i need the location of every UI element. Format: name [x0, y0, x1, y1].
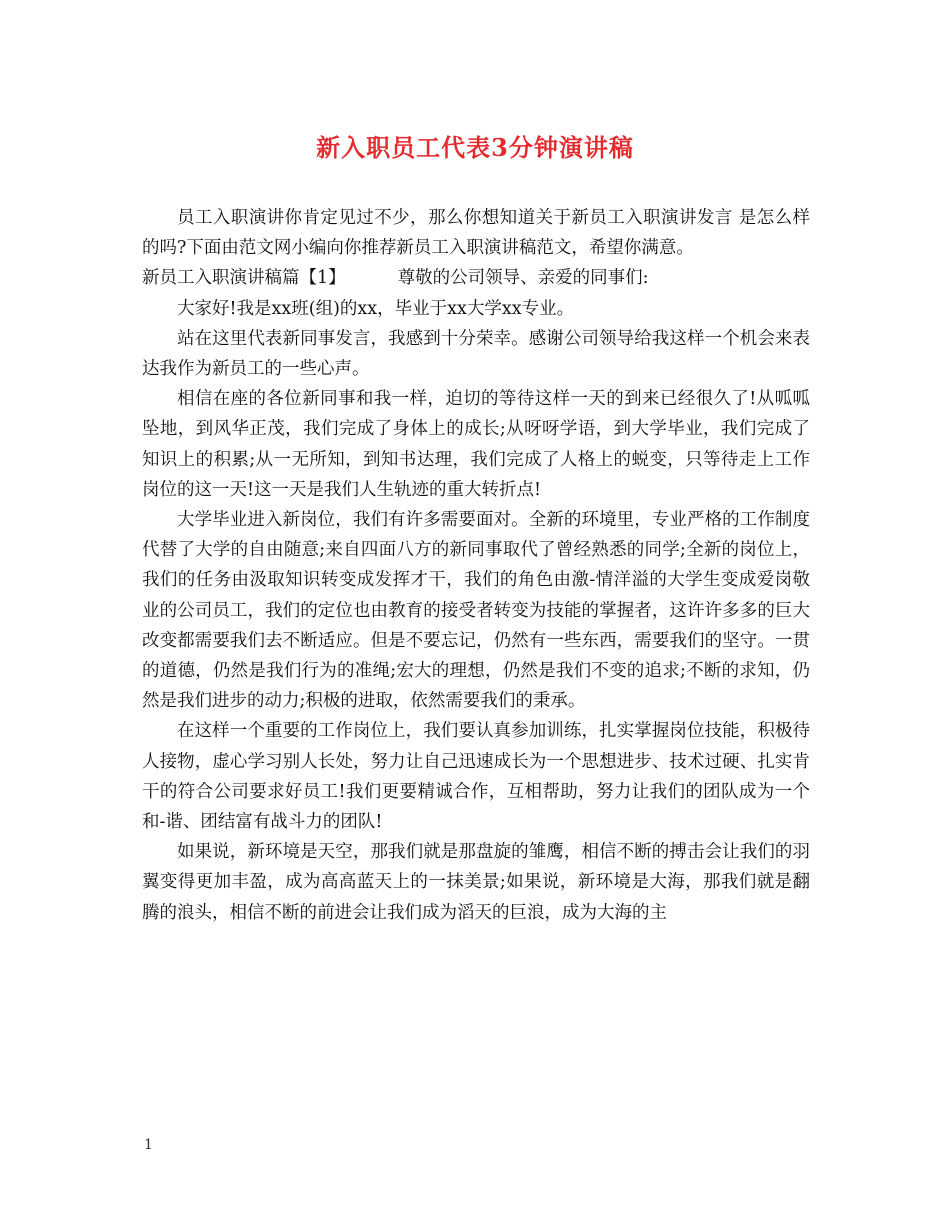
document-body	[142, 203, 810, 928]
document-title: 新入职员工代表3分钟演讲稿	[316, 133, 634, 162]
intro-paragraph: 员工入职演讲你肯定见过不少，那么你想知道关于新员工入职演讲发言 是怎么样的吗?下面由范文网小编向你推荐新员工入职演讲稿范文，希望你满意。	[142, 208, 810, 259]
section-heading: 新员工入职演讲稿篇【1】	[142, 268, 346, 289]
body-paragraph-5: 在这样一个重要的工作岗位上，我们要认真参加训练，扎实掌握岗位技能，积极待人接物，虚心学习别人长处，努力让自己迅速成长为一个思想进步、技术过硬、扎实肯干的符合公司要求好员工!我们更要精诚合作，互相帮助，努力让我们的团队成为一个和-谐、团结富有战斗力的团队!	[142, 721, 810, 833]
section-heading-line	[142, 263, 810, 293]
salutation: 尊敬的公司领导、亲爱的同事们:	[397, 268, 649, 289]
body-paragraph-2: 站在这里代表新同事发言，我感到十分荣幸。感谢公司领导给我这样一个机会来表达我作为新员工的一些心声。	[142, 328, 810, 380]
page-number: 1	[144, 1137, 153, 1153]
body-paragraph-3: 相信在座的各位新同事和我一样，迫切的等待这样一天的到来已经很久了!从呱呱坠地，到风华正茂，我们完成了身体上的成长;从呀呀学语，到大学毕业，我们完成了知识上的积累;从一无所知，到知书达理，我们完成了人格上的蜕变，只等待走上工作岗位的这一天!这一天是我们人生轨迹的重大转折点!	[142, 389, 810, 500]
body-paragraph-4: 大学毕业进入新岗位，我们有许多需要面对。全新的环境里，专业严格的工作制度代替了大学的自由随意;来自四面八方的新同事取代了曾经熟悉的同学;全新的岗位上，我们的任务由汲取知识转变成发挥才干，我们的角色由激-情洋溢的大学生变成爱岗敬业的公司员工，我们的定位也由教育的接受者转变为技能的掌握者，这许许多多的巨大改变都需要我们去不断适应。但是不要忘记，仍然有一些东西，需要我们的坚守。一贯的道德，仍然是我们行为的准绳;宏大的理想，仍然是我们不变的追求;不断的求知，仍然是我们进步的动力;积极的进取，依然需要我们的秉承。	[142, 510, 810, 712]
body-paragraph-6: 如果说，新环境是天空，那我们就是那盘旋的雏鹰，相信不断的搏击会让我们的羽翼变得更加丰盈，成为高高蓝天上的一抹美景;如果说，新环境是大海，那我们就是翻腾的浪头，相信不断的前进会让我们成为滔天的巨浪，成为大海的主	[142, 842, 810, 923]
body-paragraph-1: 大家好!我是xx班(组)的xx，毕业于xx大学xx专业。	[177, 298, 575, 319]
